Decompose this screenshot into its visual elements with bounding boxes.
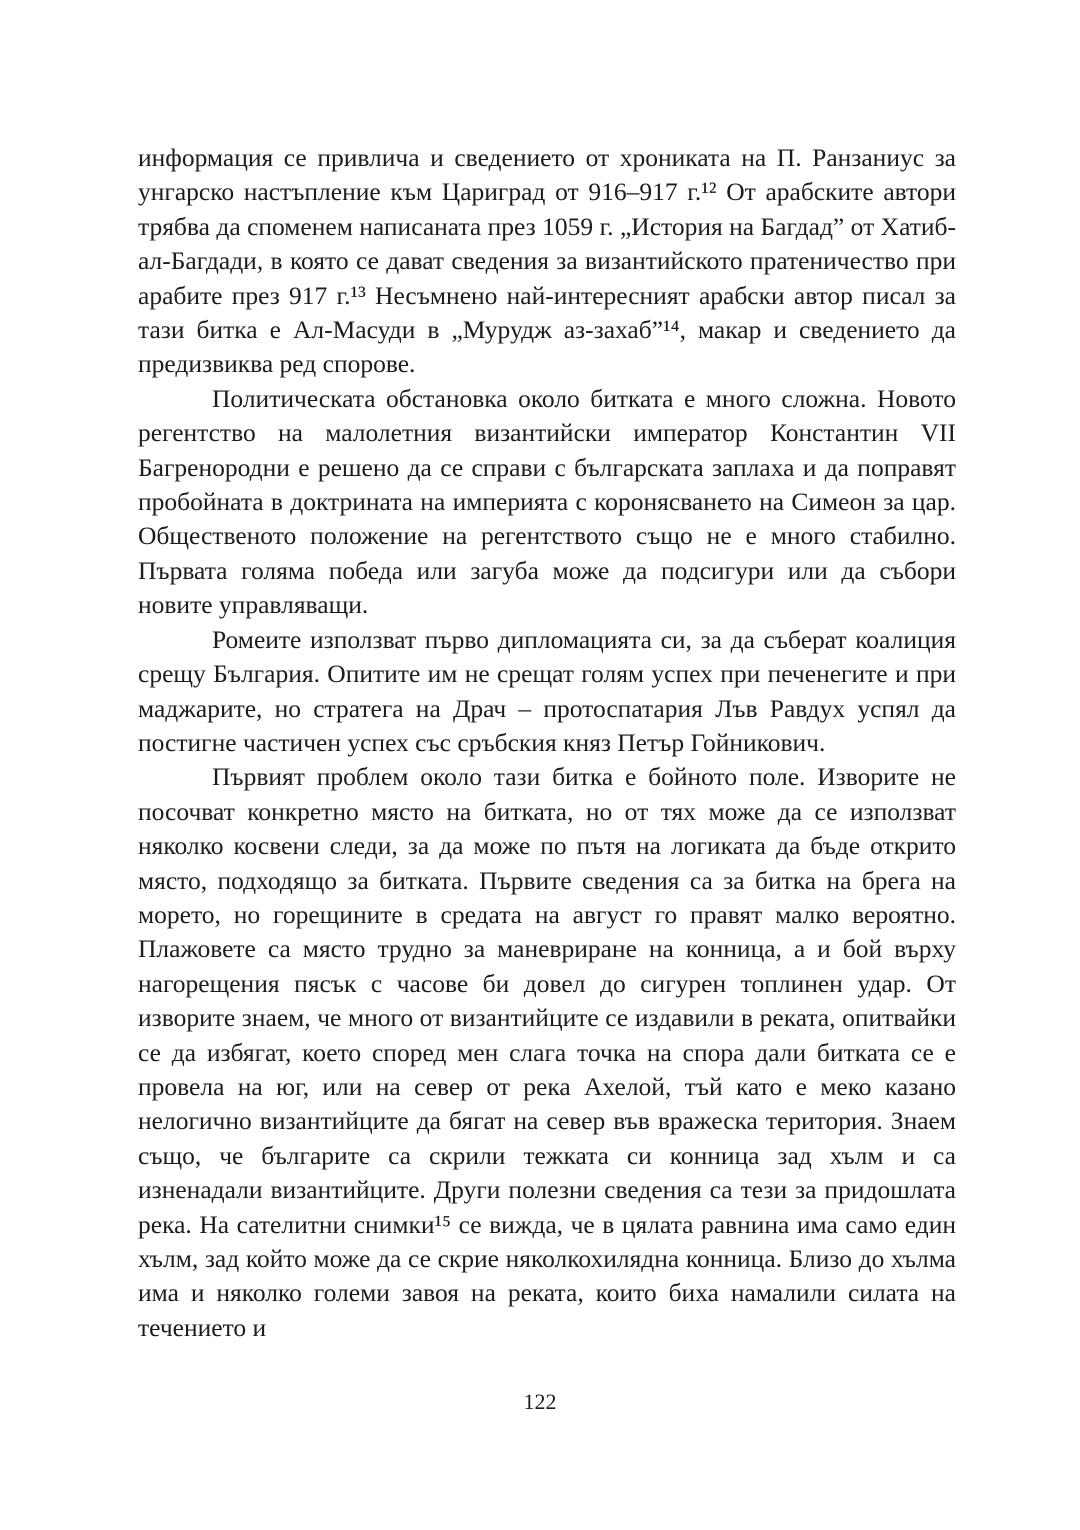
paragraph-4: Първият проблем около тази битка е бойното поле. Изворите не посочват конкретно място на битката, но от тях може да се използват няколко косвени следи, за да може по пътя на логиката да бъде открито място, подходящо за битката. Първите сведения са за битка на брега на морето, но горещините в средата на август го правят малко вероятно. Плажовете са място трудно за маневриране на конница, а и бой върху нагорещения пясък с часове би довел до сигурен топлинен удар. От изворите знаем, че много от византийците се издавили в реката, опитвайки се да избягат, което според мен слага точка на спора дали битката се е провела на юг, или на север от река Ахелой, тъй като е меко казано нелогично византийците да бягат на север във вражеска територия. Знаем също, че българите са скрили тежката си конница зад хълм и са изненадали византийците. Други полезни сведения са тези за придошлата река. На сателитни снимки¹⁵ се вижда, че в цялата равнина има само един хълм, зад който може да се скрие няколкохилядна конница. Близо до хълма има и няколко големи завоя на реката, които биха намалили силата на течението и <box>138 762 956 1342</box>
paragraph-2: Политическата обстановка около битката е много сложна. Новото регентство на малолетния византийски император Константин VII Багренородни е решено да се справи с българската заплаха и да поправят пробойната в доктрината на империята с коронясването на Симеон за цар. Общественото положение на регентството също не е много стабилно. Първата голяма победа или загуба може да подсигури или да събори новите управляващи. <box>138 383 956 620</box>
paragraph-1: информация се привлича и сведението от хрониката на П. Ранзаниус за унгарско настъпление към Цариград от 916–917 г.¹² От арабските автори трябва да споменем написаната през 1059 г. „История на Багдад” от Хатиб-ал-Багдади, в която се дават сведения за византийското пратеничество при арабите през 917 г.¹³ Несъмнено най-интересният арабски автор писал за тази битка е Ал-Масуди в „Мурудж аз-захаб”¹⁴, макар и сведението да предизвиква ред спорове. <box>138 143 956 379</box>
paragraph-3: Ромеите използват първо дипломацията си, за да съберат коалиция срещу България. Опитите им не срещат голям успех при печенегите и при маджарите, но стратега на Драч – протоспатария Лъв Равдух успял да постигне частичен успех със сръбския княз Петър Гойникович. <box>138 624 956 757</box>
body-text <box>138 141 956 1345</box>
page-number: 122 <box>523 1389 557 1414</box>
